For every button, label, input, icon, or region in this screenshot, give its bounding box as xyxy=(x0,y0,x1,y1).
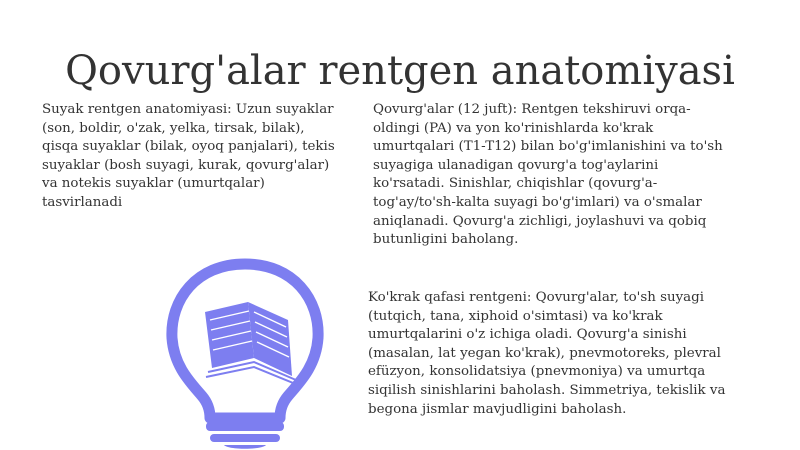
text-block-bone-anatomy: Suyak rentgen anatomiyasi: Uzun suyaklar (son, boldir, o'zak, yelka, tirsak, bilak), qisqa suyaklar (bilak, oyoq panjalari), tekis suyaklar (bosh suyagi, kurak, qovurg'alar) va notekis suyaklar (umurtqalar) tasvirlanadi xyxy=(42,102,335,210)
lightbulb-book-icon xyxy=(150,250,340,450)
slide-title: Qovurg'alar rentgen anatomiyasi xyxy=(65,47,735,94)
text-block-ribs: Qovurg'alar (12 juft): Rentgen tekshiruvi orqa-oldingi (PA) va yon ko'rinishlarda ko'krak umurtqalari (T1-T12) bilan bo'g'imlanishini va to'sh suyagiga ulanadigan qovurg'a tog'aylarini ko'rsatadi. Sinishlar, chiqishlar (qovurg'a-tog'ay/to'sh-kalta suyagi bo'g'imlari) va o'smalar aniqlanadi. Qovurg'a zichligi, joylashuvi va qobiq butunligini baholang. xyxy=(373,102,723,248)
text-block-chest-xray: Ko'krak qafasi rentgeni: Qovurg'alar, to'sh suyagi (tutqich, tana, xiphoid o'simtasi) va ko'krak umurtqalarini o'z ichiga oladi. Qovurg'a sinishi (masalan, lat yegan ko'krak), pnevmotoreks, plevral efüzyon, konsolidatsiya (pnevmoniya) va umurtqa siqilish sinishlarini baholash. Simmetriya, tekislik va begona jismlar mavjudligini baholash. xyxy=(368,290,726,417)
